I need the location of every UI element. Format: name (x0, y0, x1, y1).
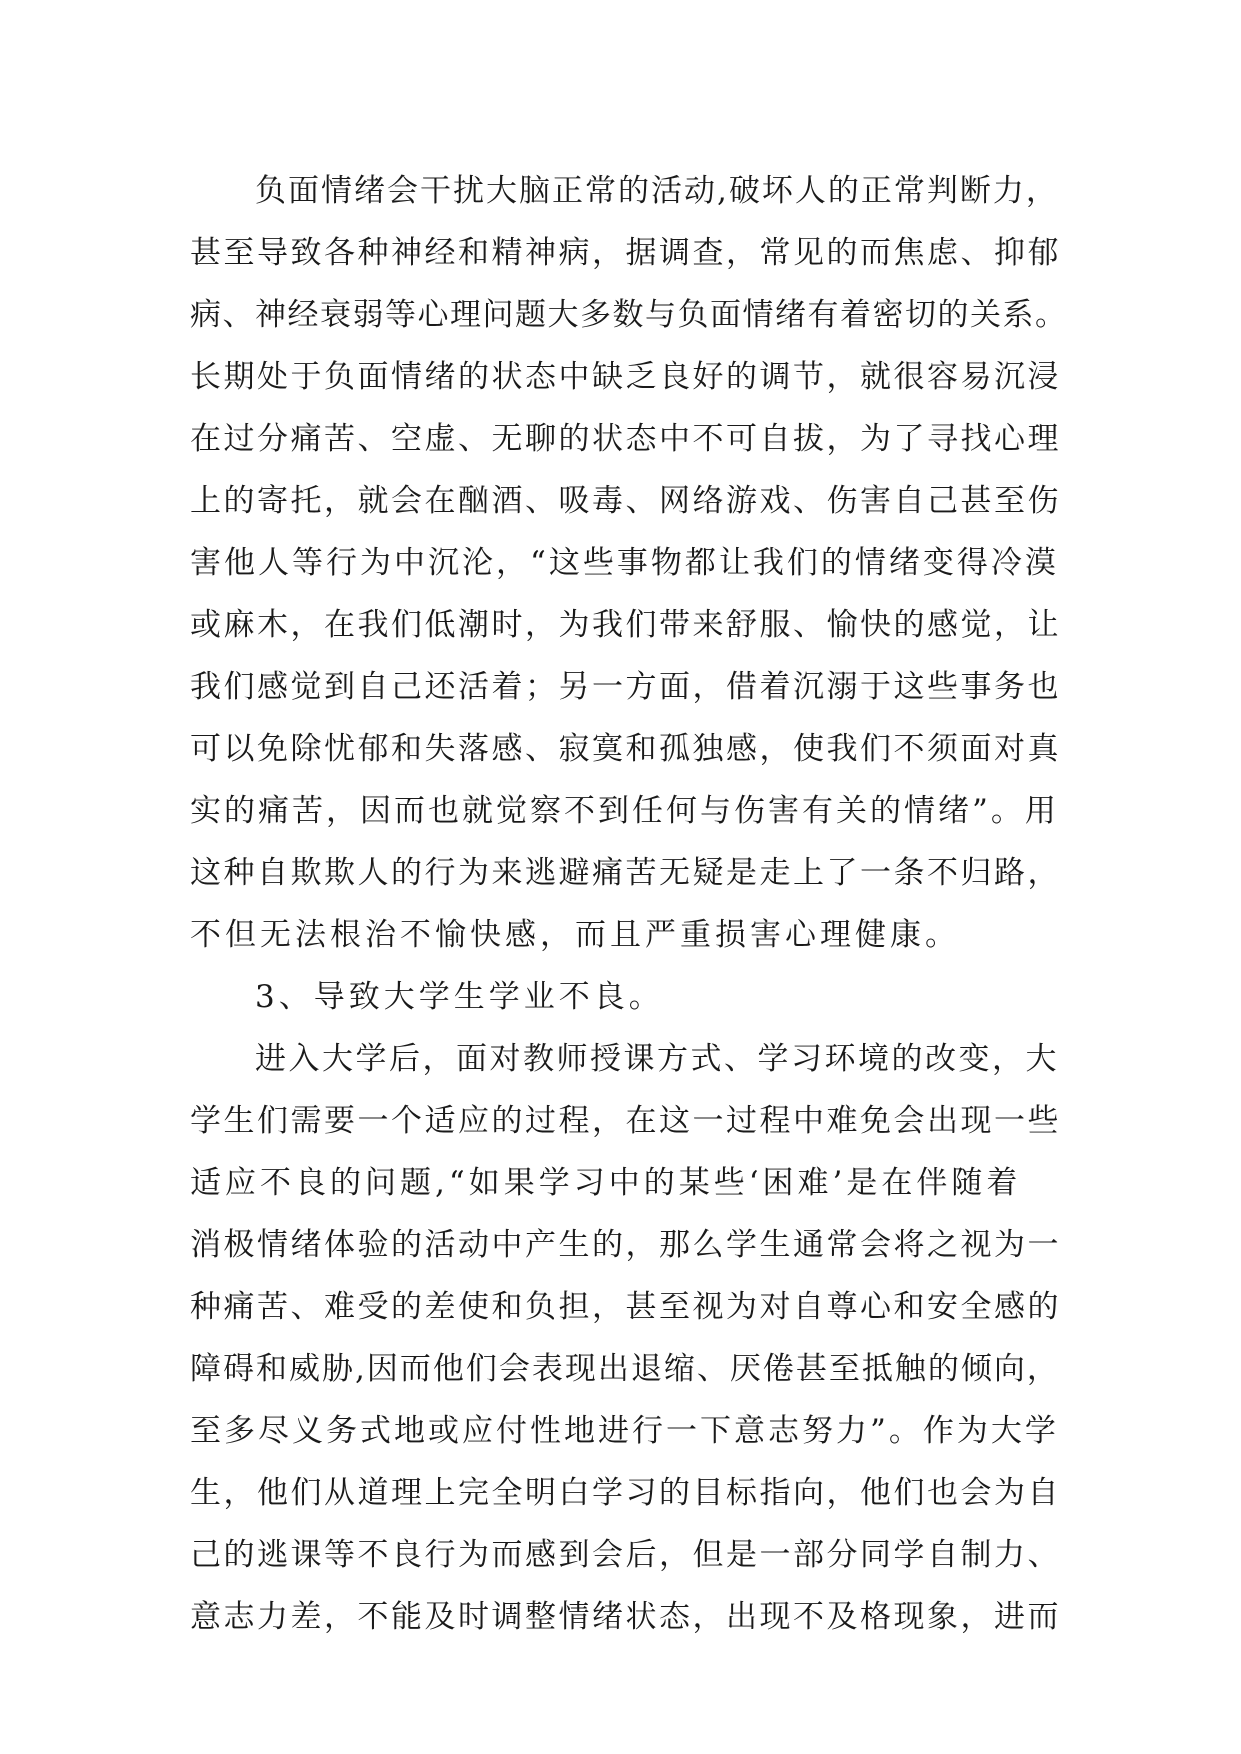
text-line: 适应不良的问题,“如果学习中的某些‘困难’是在伴随着 (190, 1165, 1022, 1201)
text-line: 不但无法根治不愉快感，而且严重损害心理健康。 (190, 917, 960, 953)
text-line: 种痛苦、难受的差使和负担，甚至视为对自尊心和安全感的 (190, 1289, 1061, 1325)
text-line: 己的逃课等不良行为而感到会后，但是一部分同学自制力、 (190, 1537, 1061, 1573)
text-line: 在过分痛苦、空虚、无聊的状态中不可自拔，为了寻找心理 (190, 421, 1061, 457)
text-line: 实的痛苦，因而也就觉察不到任何与伤害有关的情绪”。用 (190, 793, 1059, 829)
text-line: 负面情绪会干扰大脑正常的活动,破坏人的正常判断力， (255, 173, 1059, 209)
text-line: 长期处于负面情绪的状态中缺乏良好的调节，就很容易沉浸 (190, 359, 1061, 395)
text-line: 障碍和威胁,因而他们会表现出退缩、厌倦甚至抵触的倾向， (190, 1351, 1060, 1387)
text-line: 害他人等行为中沉沦，“这些事物都让我们的情绪变得冷漠 (190, 545, 1059, 581)
text-line: 甚至导致各种神经和精神病，据调查，常见的而焦虑、抑郁 (190, 235, 1061, 271)
body-text (190, 160, 1070, 1648)
text-line: 病、神经衰弱等心理问题大多数与负面情绪有着密切的关系。 (190, 297, 1068, 333)
text-line: 至多尽义务式地或应付性地进行一下意志努力”。作为大学 (190, 1413, 1059, 1449)
text-line: 这种自欺欺人的行为来逃避痛苦无疑是走上了一条不归路， (190, 855, 1061, 891)
text-line: 可以免除忧郁和失落感、寂寞和孤独感，使我们不须面对真 (190, 731, 1061, 767)
text-line: 上的寄托，就会在酗酒、吸毒、网络游戏、伤害自己甚至伤 (190, 483, 1061, 519)
section-heading: 3、导致大学生学业不良。 (255, 979, 664, 1015)
text-line: 意志力差，不能及时调整情绪状态，出现不及格现象，进而 (190, 1599, 1061, 1635)
text-line: 消极情绪体验的活动中产生的，那么学生通常会将之视为一 (190, 1227, 1061, 1263)
text-line: 学生们需要一个适应的过程，在这一过程中难免会出现一些 (190, 1103, 1061, 1139)
text-line: 我们感觉到自己还活着；另一方面，借着沉溺于这些事务也 (190, 669, 1061, 705)
text-line: 或麻木，在我们低潮时，为我们带来舒服、愉快的感觉，让 (190, 607, 1061, 643)
text-line: 进入大学后，面对教师授课方式、学习环境的改变，大 (255, 1041, 1059, 1077)
text-line: 生，他们从道理上完全明白学习的目标指向，他们也会为自 (190, 1475, 1061, 1511)
